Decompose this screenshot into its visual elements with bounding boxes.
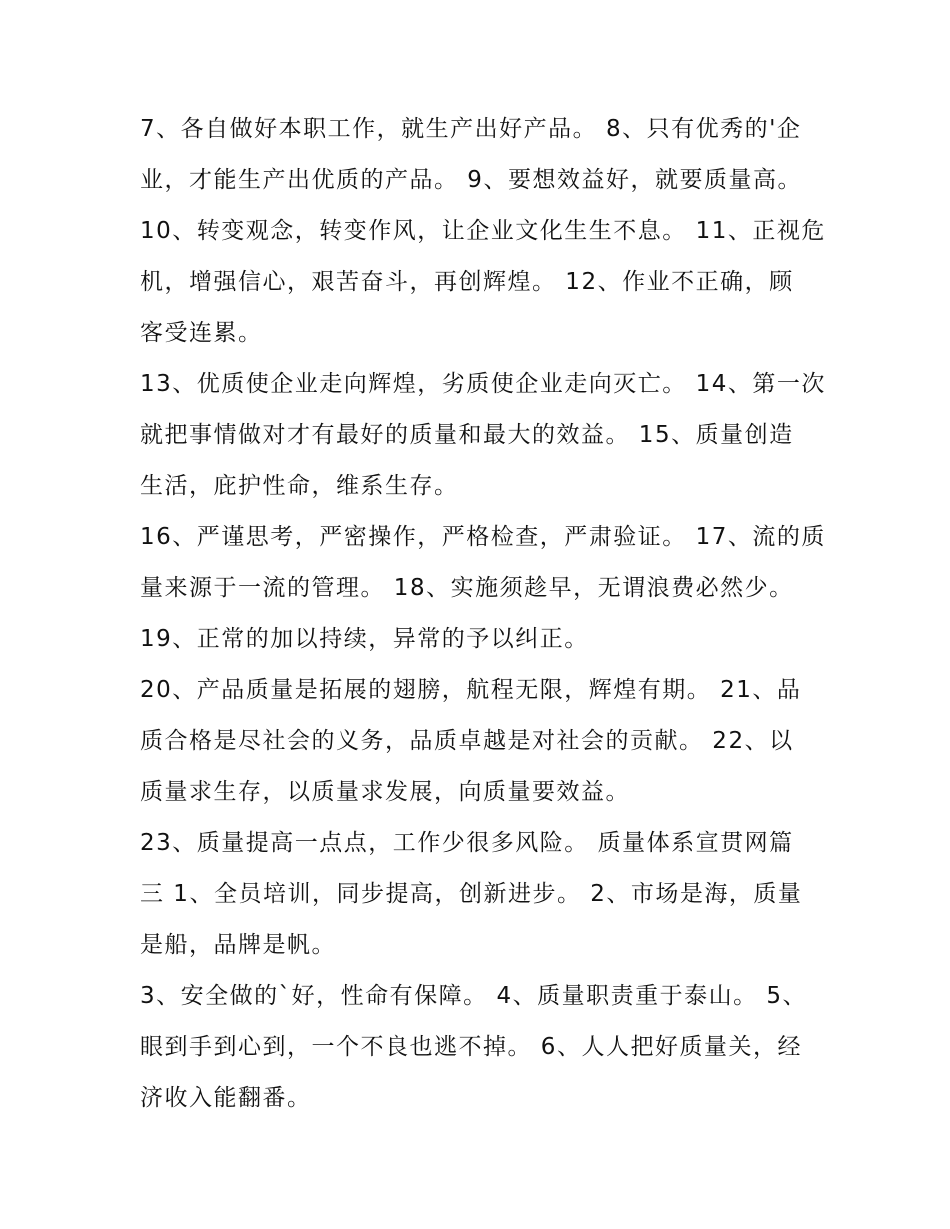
document-body xyxy=(140,104,826,1124)
text-line: 就把事情做对才有最好的质量和最大的效益。 15、质量创造 xyxy=(140,422,794,448)
text-line: 生活，庇护性命，维系生存。 xyxy=(140,473,459,499)
text-line: 业，才能生产出优质的产品。 9、要想效益好，就要质量高。 xyxy=(140,167,802,193)
text-line: 三 1、全员培训，同步提高，创新进步。 2、市场是海，质量 xyxy=(140,881,803,907)
text-line: 量来源于一流的管理。 18、实施须趁早，无谓浪费必然少。 xyxy=(140,575,794,601)
text-line: 16、严谨思考，严密操作，严格检查，严肃验证。 17、流的质 xyxy=(140,524,826,550)
paragraph xyxy=(140,614,820,665)
text-line: 13、优质使企业走向辉煌，劣质使企业走向灭亡。 14、第一次 xyxy=(140,371,826,397)
text-line: 23、质量提高一点点，工作少很多风险。 质量体系宣贯网篇 xyxy=(140,830,794,856)
paragraph xyxy=(140,359,826,512)
paragraph xyxy=(140,104,826,359)
paragraph xyxy=(140,665,820,818)
text-line: 19、正常的加以持续，异常的予以纠正。 xyxy=(140,626,589,652)
text-line: 质合格是尽社会的义务，品质卓越是对社会的贡献。 22、以 xyxy=(140,728,794,754)
text-line: 是船，品牌是帆。 xyxy=(140,932,336,958)
text-line: 济收入能翻番。 xyxy=(140,1085,312,1111)
text-line: 3、安全做的`好，性命有保障。 4、质量职责重于泰山。 5、 xyxy=(140,983,808,1009)
text-line: 眼到手到心到，一个不良也逃不掉。 6、人人把好质量关，经 xyxy=(140,1034,802,1060)
text-line: 10、转变观念，转变作风，让企业文化生生不息。 11、正视危 xyxy=(140,218,826,244)
text-line: 客受连累。 xyxy=(140,320,263,346)
text-line: 质量求生存，以质量求发展，向质量要效益。 xyxy=(140,779,630,805)
paragraph xyxy=(140,512,826,614)
text-line: 20、产品质量是拓展的翅膀，航程无限，辉煌有期。 21、品 xyxy=(140,677,802,703)
text-line: 7、各自做好本职工作，就生产出好产品。 8、只有优秀的'企 xyxy=(140,116,802,142)
text-line: 机，增强信心，艰苦奋斗，再创辉煌。 12、作业不正确，顾 xyxy=(140,269,794,295)
paragraph xyxy=(140,971,820,1124)
paragraph xyxy=(140,818,820,971)
